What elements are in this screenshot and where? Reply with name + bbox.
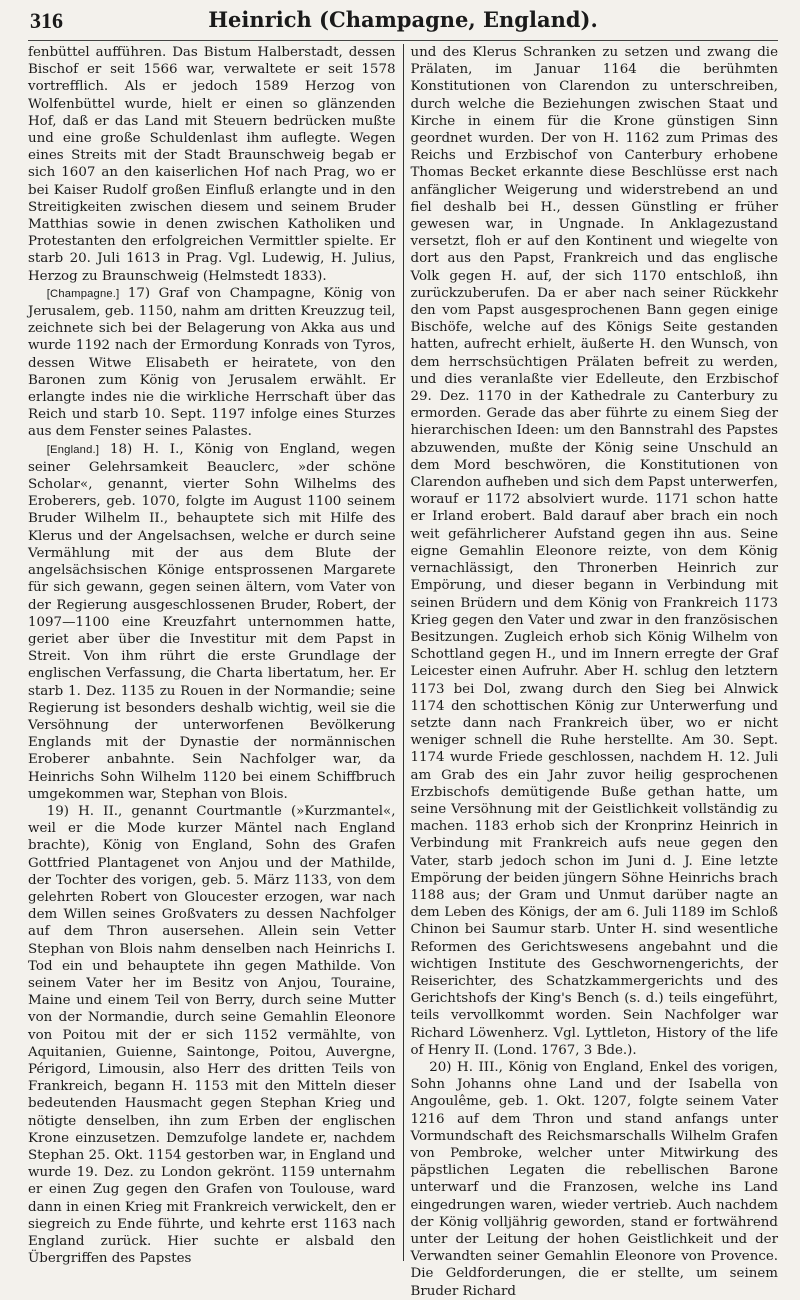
section-tag-champagne: [Champagne.] — [46, 287, 120, 300]
left-column — [28, 44, 403, 1267]
section-tag-england: [England.] — [46, 443, 100, 456]
entry-17 — [28, 285, 396, 441]
entry-continuation: fenbüttel aufführen. Das Bistum Halberstadt, dessen Bischof er seit 1566 war, verwaltete er seit 1578 vortrefflich. Als er jedoch 1589 Herzog von Wolfenbüttel wurde, hielt er einen so glänzenden Hof, daß er das Land mit Steuern bedrücken mußte und eine große Schuldenlast ihm auflegte. Wegen eines Streits mit der Stadt Braunschweig begab er sich 1607 an den kaiserlichen Hof nach Prag, wo er bei Kaiser Rudolf großen Einfluß erlangte und in den Streitigkeiten zwischen diesem und seinem Bruder Matthias sowie in denen zwischen Katholiken und Protestanten den erfolgreichen Vermittler spielte. Er starb 20. Juli 1613 in Prag. Vgl. Ludewig, H. Julius, Herzog zu Braunschweig (Helmstedt 1833). — [28, 45, 396, 284]
entry-17-text: 17) Graf von Champagne, König von Jerusalem, geb. 1150, nahm am dritten Kreuzzug teil, zeichnete sich bei der Belagerung von Akka aus und wurde 1192 nach der Ermordung Konrads von Tyros, dessen Witwe Elisabeth er heiratete, von den Baronen zum König von Jerusalem erwählt. Er erlangte indes nie die wirkliche Herrschaft über das Reich und starb 10. Sept. 1197 infolge eines Sturzes aus dem Fenster seines Palastes. — [28, 285, 396, 440]
running-title: Heinrich (Champagne, England). — [208, 7, 598, 32]
entry-18 — [28, 441, 396, 803]
page-number: 316 — [30, 8, 63, 33]
right-column — [404, 44, 779, 1299]
entry-20: 20) H. III., König von England, Enkel des vorigen, Sohn Johanns ohne Land und der Isabella von Angoulême, geb. 1. Okt. 1207, folgte seinem Vater 1216 auf dem Thron und stand anfangs unter Vormundschaft des Reichsmarschalls Wilhelm Grafen von Pembroke, welcher unter Mitwirkung des päpstlichen Legaten die rebellischen Barone unterwarf und die Franzosen, welche ins Land eingedrungen waren, wieder vertrieb. Auch nachdem der König volljährig geworden, stand er fortwährend unter der Leitung der hohen Geistlichkeit und der Verwandten seiner Gemahlin Eleonore von Provence. Die Geldforderungen, die er stellte, um seinem Bruder Richard — [410, 1059, 778, 1299]
text-columns — [28, 44, 779, 1299]
entry-19: 19) H. II., genannt Courtmantle (»Kurzmantel«, weil er die Mode kurzer Mäntel nach England brachte), König von England, Sohn des Grafen Gottfried Plantagenet von Anjou und der Mathilde, der Tochter des vorigen, geb. 5. März 1133, von dem gelehrten Robert von Gloucester erzogen, war nach dem Willen seines Großvaters zu dessen Nachfolger auf dem Thron ausersehen. Allein sein Vetter Stephan von Blois nahm denselben nach Heinrichs I. Tod ein und behauptete ihn gegen Mathilde. Von seinem Vater her im Besitz von Anjou, Touraine, Maine und einem Teil von Berry, durch seine Mutter von der Normandie, durch seine Gemahlin Eleonore von Poitou mit der er sich 1152 vermählte, von Aquitanien, Guienne, Saintonge, Poitou, Auvergne, Périgord, Limousin, also Herr des dritten Teils von Frankreich, begann H. 1153 mit den Mitteln dieser bedeutenden Hausmacht gegen Stephan Krieg und nötigte denselben, ihn zum Erben der englischen Krone einzusetzen. Demzufolge landete er, nachdem Stephan 25. Okt. 1154 gestorben war, in England und wurde 19. Dez. zu London gekrönt. 1159 unternahm er einen Zug gegen den Grafen von Toulouse, ward dann in einen Krieg mit Frankreich verwickelt, den er siegreich zu Ende führte, und kehrte erst 1163 nach England zurück. Hier suchte er alsbald den Übergriffen des Papstes — [28, 803, 396, 1267]
page-header — [28, 0, 778, 41]
entry-18-text: 18) H. I., König von England, wegen seiner Gelehrsamkeit Beauclerc, »der schöne Scholar«, genannt, vierter Sohn Wilhelms des Eroberers, geb. 1070, folgte im August 1100 seinem Bruder Wilhelm II., behauptete sich mit Hilfe des Klerus und der Angelsachsen, welche er durch seine Vermählung mit der aus dem Blute der angelsächsischen Könige entsprossenen Margarete für sich gewann, gegen seinen ältern, vom Vater von der Regierung ausgeschlossenen Bruder, Robert, der 1097—1100 eine Kreuzfahrt unternommen hatte, geriet aber über die Investitur mit dem Papst in Streit. Von ihm rührt die erste Grundlage der englischen Verfassung, die Charta libertatum, her. Er starb 1. Dez. 1135 zu Rouen in der Normandie; seine Regierung ist besonders deshalb wichtig, weil sie die Versöhnung der unterworfenen Bevölkerung Englands mit der Dynastie der normännischen Eroberer anbahnte. Sein Nachfolger war, da Heinrichs Sohn Wilhelm 1120 bei einem Schiffbruch umgekommen war, Stephan von Blois. — [28, 441, 396, 802]
entry-19-continuation: und des Klerus Schranken zu setzen und zwang die Prälaten, im Januar 1164 die berühmten Konstitutionen von Clarendon zu unterschreiben, durch welche die Beziehungen zwischen Staat und Kirche in einem für die Krone günstigen Sinn geordnet wurden. Der von H. 1162 zum Primas des Reichs und Erzbischof von Canterbury erhobene Thomas Becket erkannte diese Beschlüsse erst nach anfänglicher Weigerung und widerstrebend an und fiel deshalb bei H., dessen Günstling er früher gewesen war, in Ungnade. In Anklagezustand versetzt, floh er auf den Kontinent und wiegelte von dort aus den Papst, Frankreich und das englische Volk gegen H. auf, der sich 1170 entschloß, ihn zurückzuberufen. Da er aber nach seiner Rückkehr den vom Papst ausgesprochenen Bann gegen einige Bischöfe, welche auf des Königs Seite gestanden hatten, aufrecht erhielt, äußerte H. den Wunsch, von dem herrschsüchtigen Prälaten befreit zu werden, und dies veranlaßte vier Edelleute, den Erzbischof 29. Dez. 1170 in der Kathedrale zu Canterbury zu ermorden. Gerade das aber führte zu einem Sieg der hierarchischen Ideen: um den Bannstrahl des Papstes abzuwenden, mußte der König seine Unschuld an dem Mord beschwören, die Konstitutionen von Clarendon aufheben und sich dem Papst unterwerfen, worauf er 1172 absolviert wurde. 1171 schon hatte er Irland erobert. Bald darauf aber brach ein noch weit gefährlicherer Aufstand gegen ihn aus. Seine eigne Gemahlin Eleonore reizte, von dem König vernachlässigt, den Thronerben Heinrich zur Empörung, und dieser begann in Verbindung mit seinen Brüdern und dem König von Frankreich 1173 Krieg gegen den Vater und zwar in den französischen Besitzungen. Zugleich erhob sich König Wilhelm von Schottland gegen H., und im Innern erregte der Graf Leicester einen Aufruhr. Aber H. schlug den letztern 1173 bei Dol, zwang durch den Sieg bei Alnwick 1174 den schottischen König zur Unterwerfung und setzte dann nach Frankreich über, wo er nicht weniger schnell die Ruhe herstellte. Am 30. Sept. 1174 wurde Friede geschlossen, nachdem H. 12. Juli am Grab des ein Jahr zuvor heilig gesprochenen Erzbischofs demütigende Buße gethan hatte, um seine Versöhnung mit der Geistlichkeit vollständig zu machen. 1183 erhob sich der Kronprinz Heinrich in Verbindung mit Frankreich aufs neue gegen den Vater, starb jedoch schon im Juni d. J. Eine letzte Empörung der beiden jüngern Söhne Heinrichs brach 1188 aus; der Gram und Unmut darüber nagte an dem Leben des Königs, der am 6. Juli 1189 im Schloß Chinon bei Saumur starb. Unter H. sind wesentliche Reformen des Gerichtswesens angebahnt und die wichtigen Institute des Geschwornengerichts, der Reiserichter, des Schatzkammergerichts und des Gerichtshofs der King's Bench (s. d.) teils eingeführt, teils vervollkommt worden. Sein Nachfolger war Richard Löwenherz. Vgl. Lyttleton, History of the life of Henry II. (Lond. 1767, 3 Bde.). — [410, 45, 779, 1058]
